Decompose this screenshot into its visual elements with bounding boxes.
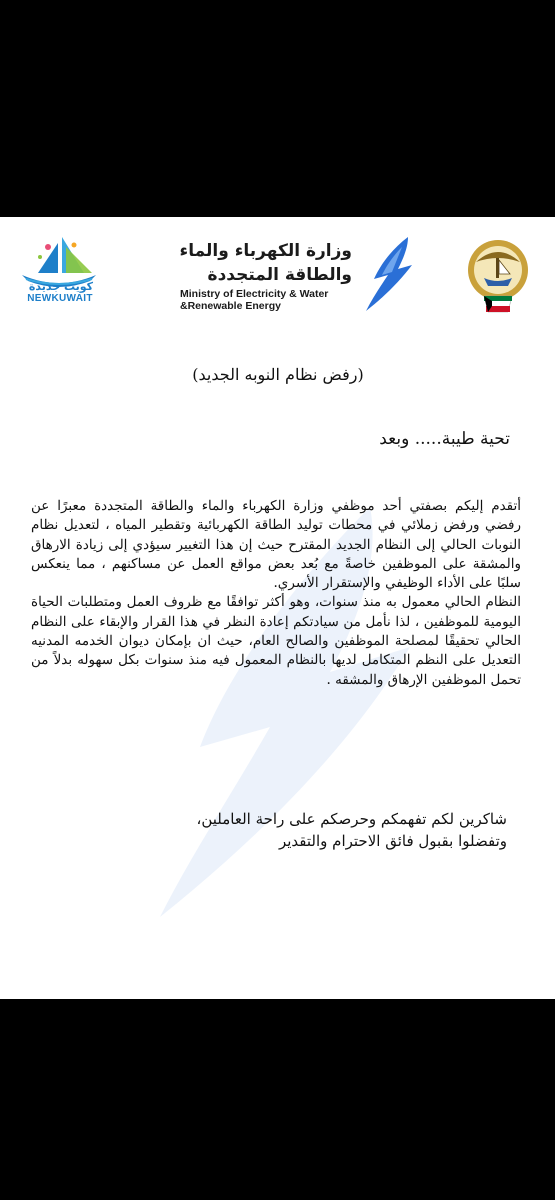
ministry-name-en-line2: &Renewable Energy bbox=[180, 300, 281, 312]
letter-closing bbox=[37, 808, 507, 852]
letter-paragraph-2: النظام الحالي معمول به منذ سنوات، وهو أكثر توافقًا مع ظروف العمل ومتطلبات الحياة اليومية للموظفين ، لذا نأمل من سيادتكم إعادة النظر في هذا القرار والإبقاء على النظام الحالي تحقيقًا لمصلحة الموظفين والصالح العام، حيث ان بإمكان ديوان الخدمه المدنيه التعديل على النظم المتكامل لديها بالنظام المعمول فيه منذ سنوات بكل سهوله بدلاً من تحمل الموظفين الإرهاق والمشقه . bbox=[31, 594, 521, 688]
ministry-name-ar-line2: والطاقة المتجددة bbox=[207, 265, 352, 285]
letter-body bbox=[31, 497, 521, 690]
closing-line-2: وتفضلوا بقبول فائق الاحترام والتقدير bbox=[278, 832, 507, 850]
closing-line-1: شاكرين لكم تفهمكم وحرصكم على راحة العاملين، bbox=[196, 810, 507, 828]
ministry-name-ar-line1: وزارة الكهرباء والماء bbox=[179, 241, 352, 261]
new-kuwait-english-label: NEWKUWAIT bbox=[27, 293, 93, 304]
letter-paragraph-1: أتقدم إليكم بصفتي أحد موظفي وزارة الكهرباء والماء والطاقة المتجددة معبرًا عن رفضي ورفض زملائي في محطات توليد الطاقة الكهربائية وتقطير المياه ، لتعديل نظام النوبات الحالي إلى النظام الجديد المقترح حيث إن هذا التغيير سيؤدي إلى زيادة الارهاق والمشقة على الموظفين خاصةً مع بُعد بعض مواقع العمل عن مساكنهم ، مما ينعكس سلبًا على الأداء الوظيفي والإستقرار الأسري. bbox=[31, 498, 521, 592]
kuwait-emblem-icon bbox=[462, 232, 534, 316]
ministry-lightning-logo-icon bbox=[362, 235, 420, 313]
letter-subject: (رفض نظام النوبه الجديد) bbox=[192, 365, 364, 384]
new-kuwait-arabic-label: كويت جديدة bbox=[28, 280, 94, 293]
ministry-name-arabic bbox=[170, 239, 352, 287]
letter-page bbox=[0, 217, 555, 999]
ministry-name-english bbox=[180, 288, 355, 312]
ministry-name-en-line1: Ministry of Electricity & Water bbox=[180, 288, 329, 300]
letter-greeting: تحية طيبة..... وبعد bbox=[379, 429, 510, 449]
